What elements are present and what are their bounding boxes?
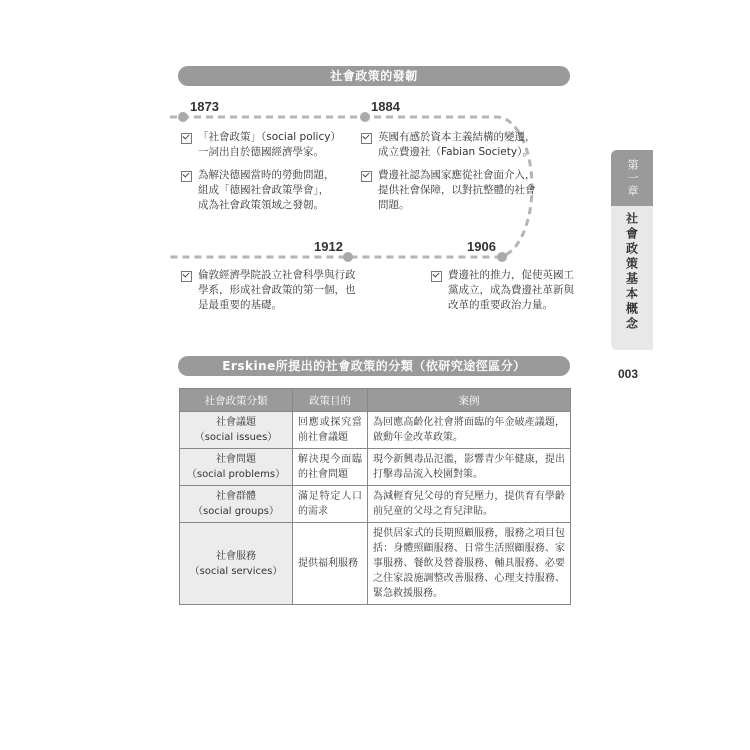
timeline-dot-1884 [360,112,370,122]
table-header-row [180,389,571,412]
purpose-cell: 回應或探究當前社會議題 [293,412,368,449]
table-row [180,486,571,523]
year-1912: 1912 [314,239,343,254]
chapter-tab [611,150,653,350]
year-1873: 1873 [190,99,219,114]
checkbox-icon [181,171,192,182]
table-row [180,523,571,605]
checkbox-icon [361,171,372,182]
year-1906: 1906 [467,239,496,254]
table-row [180,412,571,449]
column-header-category: 社會政策分類 [180,389,293,412]
purpose-cell: 解決現今面臨的社會問題 [293,449,368,486]
example-cell: 現今新興毒品氾濫，影響青少年健康，提出打擊毒品流入校園對策。 [368,449,571,486]
example-cell: 為回應高齡化社會將面臨的年金破產議題，啟動年金改革政策。 [368,412,571,449]
column-header-example: 案例 [368,389,571,412]
chapter-title: 社會政策基本概念 [624,212,639,332]
column-header-purpose: 政策目的 [293,389,368,412]
timeline-dot-1873 [178,112,188,122]
chapter-number: 第一章 [611,150,653,206]
note-1884-a: 英國有感於資本主義結構的變遷， 成立費邊社（Fabian Society）。 [361,130,536,160]
checkbox-icon [361,133,372,144]
category-cell: 社會群體 （social groups） [180,486,293,523]
year-1884: 1884 [371,99,400,114]
page-number: 003 [618,367,639,381]
note-1884-b: 費邊社認為國家應從社會面介入， 提供社會保障，以對抗整體的社會 問題。 [361,168,536,213]
category-cell: 社會問題 （social problems） [180,449,293,486]
timeline-dot-1912 [343,252,353,262]
note-1906: 費邊社的推力，促使英國工 黨成立，成為費邊社革新與 改革的重要政治力量。 [431,268,574,313]
checkbox-icon [181,133,192,144]
category-cell: 社會議題 （social issues） [180,412,293,449]
category-cell: 社會服務 （social services） [180,523,293,605]
example-cell: 提供居家式的長期照顧服務，服務之項目包括：身體照顧服務、日常生活照顧服務、家事服務、餐飲及營養服務、輔具服務、必要之住家設施調整改善服務、心理支持服務、緊急救援服務。 [368,523,571,605]
note-1873-b: 為解決德國當時的勞動問題， 組成「德國社會政策學會」， 成為社會政策領域之發韌。 [181,168,335,213]
purpose-cell: 提供福利服務 [293,523,368,605]
checkbox-icon [431,271,442,282]
purpose-cell: 滿足特定人口的需求 [293,486,368,523]
classification-table [179,388,571,605]
note-1912: 倫敦經濟學院設立社會科學與行政 學系，形成社會政策的第一個，也 是最重要的基礎。 [181,268,356,313]
timeline-dot-1906 [497,252,507,262]
note-1873-a: 「社會政策」（social policy） 一詞出自於德國經濟學家。 [181,130,341,160]
table-row [180,449,571,486]
classification-heading: Erskine所提出的社會政策的分類（依研究途徑區分） [178,356,570,376]
checkbox-icon [181,271,192,282]
timeline-heading: 社會政策的發韌 [178,66,570,86]
example-cell: 為減輕育兒父母的育兒壓力，提供育有學齡前兒童的父母之育兒津貼。 [368,486,571,523]
